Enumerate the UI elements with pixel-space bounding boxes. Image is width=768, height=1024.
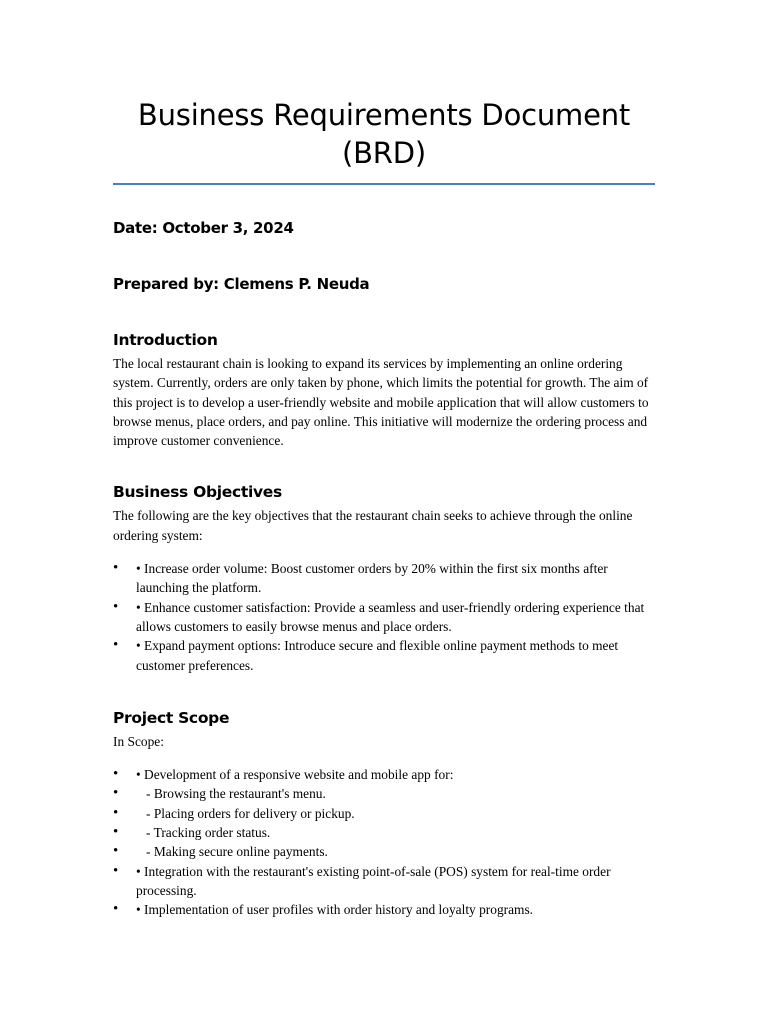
scope-list [113,765,655,919]
bullet-icon: • [113,804,119,821]
list-item-text: - Making secure online payments. [136,844,328,860]
objectives-heading: Business Objectives [113,483,282,502]
bullet-icon: • [113,843,119,860]
list-item [113,900,655,919]
list-item-text: • Increase order volume: Boost customer orders by 20% within the first six months after launching the platform. [136,561,612,596]
list-item [113,804,655,823]
bullet-icon: • [113,598,119,615]
bullet-icon: • [113,824,119,841]
objectives-intro: The following are the key objectives that the restaurant chain seeks to achieve through the online ordering system: [113,508,633,543]
scope-label: In Scope: [113,733,164,749]
title-divider [113,183,655,185]
bullet-icon: • [113,637,119,654]
introduction-section [113,330,655,450]
list-item-text: - Placing orders for delivery or pickup. [136,805,355,821]
bullet-icon: • [113,560,119,577]
list-item-text: - Tracking order status. [136,825,271,841]
document-page [113,0,655,920]
list-item-text: • Enhance customer satisfaction: Provide a seamless and user-friendly ordering experience that allows customers to easily browse menus and place orders. [136,599,648,634]
list-item [113,765,655,784]
document-author: Prepared by: Clemens P. Neuda [113,275,370,293]
document-title: Business Requirements Document (BRD) [137,98,631,170]
list-item [113,636,655,675]
list-item [113,842,655,861]
bullet-icon: • [113,766,119,783]
list-item [113,598,655,637]
scope-section [113,708,655,920]
introduction-paragraph: The local restaurant chain is looking to expand its services by implementing an online ordering system. Currently, orders are only taken by phone, which limits the potential for growth. The aim of this project is to develop a user-friendly website and mobile application that will allow customers to browse menus, place orders, and pay online. This initiative will modernize the ordering process and improve customer convenience. [113,356,649,449]
list-item [113,784,655,803]
scope-heading: Project Scope [113,708,230,727]
objectives-section [113,482,655,674]
list-item-text: • Development of a responsive website and mobile app for: [136,767,454,783]
list-item-text: • Expand payment options: Introduce secure and flexible online payment methods to meet customer preferences. [136,638,622,673]
introduction-heading: Introduction [113,331,218,349]
bullet-icon: • [113,862,119,879]
bullet-icon: • [113,785,119,802]
list-item [113,823,655,842]
list-item-text: • Implementation of user profiles with order history and loyalty programs. [136,902,534,918]
list-item [113,559,655,598]
document-date: Date: October 3, 2024 [113,219,294,237]
list-item-text: - Browsing the restaurant's menu. [136,786,326,802]
list-item [113,862,655,901]
objectives-list [113,559,655,675]
bullet-icon: • [113,901,119,918]
list-item-text: • Integration with the restaurant's existing point-of-sale (POS) system for real-time order processing. [136,863,614,898]
